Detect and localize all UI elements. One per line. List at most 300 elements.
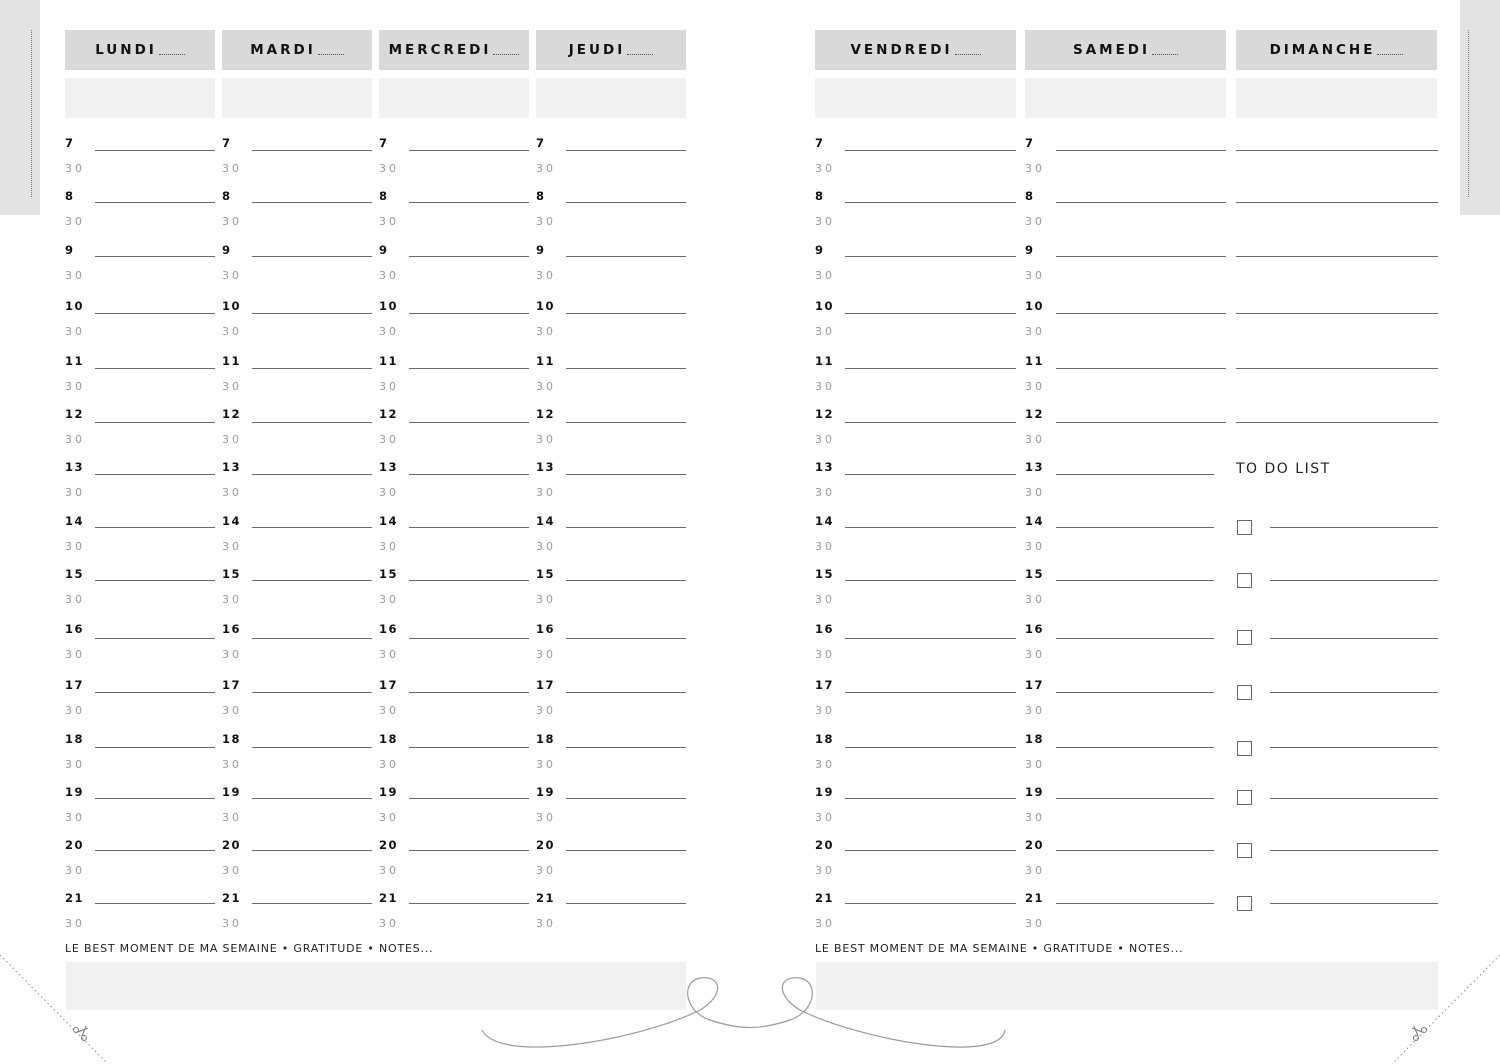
hour-write-line[interactable] [252,527,372,528]
hour-label: 12 [1025,407,1045,421]
hour-label: 17 [222,678,242,692]
hour-label: 15 [536,567,556,581]
hour-write-line[interactable] [566,474,686,475]
hour-label: 17 [65,678,85,692]
half-hour-label: 30 [1025,758,1045,771]
hour-write-line[interactable] [252,474,372,475]
hour-label: 17 [815,678,835,692]
hour-label: 9 [536,243,546,257]
hour-label: 13 [815,460,835,474]
hour-label: 9 [379,243,389,257]
hour-label: 7 [815,136,825,150]
half-hour-label: 30 [815,540,835,553]
date-blank[interactable] [955,54,981,55]
hour-label: 21 [815,891,835,905]
hour-write-line[interactable] [409,256,529,257]
half-hour-label: 30 [379,864,399,877]
half-hour-label: 30 [379,593,399,606]
hour-write-line[interactable] [566,747,686,748]
half-hour-label: 30 [536,864,556,877]
half-hour-label: 30 [1025,325,1045,338]
hour-write-line[interactable] [845,638,1016,639]
hour-write-line[interactable] [252,850,372,851]
hour-label: 8 [379,189,389,203]
half-hour-label: 30 [536,593,556,606]
hour-write-line[interactable] [409,692,529,693]
todo-checkbox[interactable] [1237,630,1252,645]
half-hour-label: 30 [536,540,556,553]
half-hour-label: 30 [1025,486,1045,499]
hour-label: 13 [1025,460,1045,474]
half-hour-label: 30 [1025,380,1045,393]
hour-label: 16 [65,622,85,636]
hour-write-line[interactable] [95,422,215,423]
todo-write-line[interactable] [1270,638,1438,639]
hour-label: 8 [65,189,75,203]
todo-checkbox[interactable] [1237,843,1252,858]
hour-write-line[interactable] [845,850,1016,851]
hour-label: 16 [222,622,242,636]
half-hour-label: 30 [1025,593,1045,606]
hour-label: 18 [65,732,85,746]
half-hour-label: 30 [222,380,242,393]
hour-write-line[interactable] [95,202,215,203]
hour-write-line[interactable] [566,256,686,257]
half-hour-label: 30 [379,758,399,771]
hour-write-line[interactable] [252,150,372,151]
hour-write-line[interactable] [1236,256,1438,257]
half-hour-label: 30 [65,593,85,606]
half-hour-label: 30 [65,162,85,175]
hour-label: 10 [1025,299,1045,313]
right-footer-label: LE BEST MOMENT DE MA SEMAINE • GRATITUDE • NOTES... [815,942,1184,955]
day-name: VENDREDI [850,42,953,58]
hour-label: 15 [65,567,85,581]
hour-label: 11 [65,354,85,368]
hour-label: 18 [536,732,556,746]
hour-label: 11 [815,354,835,368]
hour-label: 13 [222,460,242,474]
hour-write-line[interactable] [566,422,686,423]
hour-label: 11 [222,354,242,368]
hour-write-line[interactable] [409,202,529,203]
hour-label: 21 [222,891,242,905]
half-hour-label: 30 [815,215,835,228]
half-hour-label: 30 [536,758,556,771]
hour-write-line[interactable] [409,580,529,581]
hour-write-line[interactable] [95,368,215,369]
hour-write-line[interactable] [95,692,215,693]
hour-label: 18 [222,732,242,746]
hour-write-line[interactable] [95,798,215,799]
half-hour-label: 30 [65,269,85,282]
todo-checkbox[interactable] [1237,896,1252,911]
hour-write-line[interactable] [409,903,529,904]
hour-write-line[interactable] [1056,638,1214,639]
hour-label: 8 [536,189,546,203]
cut-lines [0,955,1500,1064]
half-hour-label: 30 [379,540,399,553]
hour-write-line[interactable] [1056,368,1226,369]
hour-label: 9 [1025,243,1035,257]
left-footer-label: LE BEST MOMENT DE MA SEMAINE • GRATITUDE • NOTES... [65,942,434,955]
half-hour-label: 30 [222,917,242,930]
half-hour-label: 30 [379,162,399,175]
hour-label: 16 [1025,622,1045,636]
half-hour-label: 30 [815,704,835,717]
hour-label: 11 [379,354,399,368]
hour-write-line[interactable] [252,368,372,369]
hour-write-line[interactable] [1056,202,1226,203]
hour-write-line[interactable] [1056,527,1214,528]
hour-label: 18 [815,732,835,746]
day-focus-box-mardi[interactable] [222,78,372,118]
swirl-ornament [482,978,1005,1047]
hour-write-line[interactable] [95,150,215,151]
hour-label: 20 [1025,838,1045,852]
date-blank[interactable] [318,54,344,55]
half-hour-label: 30 [65,811,85,824]
hour-label: 14 [1025,514,1045,528]
hour-write-line[interactable] [95,527,215,528]
todo-checkbox[interactable] [1237,520,1252,535]
hour-write-line[interactable] [1056,474,1214,475]
half-hour-label: 30 [815,380,835,393]
hour-label: 17 [379,678,399,692]
hour-write-line[interactable] [1056,580,1214,581]
todo-list-title: TO DO LIST [1236,461,1331,477]
hour-write-line[interactable] [566,527,686,528]
hour-label: 15 [1025,567,1045,581]
hour-label: 20 [65,838,85,852]
hour-label: 11 [536,354,556,368]
half-hour-label: 30 [222,269,242,282]
half-hour-label: 30 [536,811,556,824]
hour-write-line[interactable] [1236,422,1438,423]
hour-label: 10 [222,299,242,313]
date-blank[interactable] [627,54,653,55]
date-blank[interactable] [1152,54,1178,55]
hour-label: 9 [815,243,825,257]
hour-label: 16 [379,622,399,636]
hour-write-line[interactable] [566,798,686,799]
hour-write-line[interactable] [409,474,529,475]
hour-label: 7 [1025,136,1035,150]
hour-label: 16 [536,622,556,636]
hour-write-line[interactable] [566,150,686,151]
hour-write-line[interactable] [1056,798,1214,799]
hour-write-line[interactable] [845,256,1016,257]
half-hour-label: 30 [222,486,242,499]
hour-label: 21 [536,891,556,905]
hour-label: 7 [65,136,75,150]
hour-write-line[interactable] [252,313,372,314]
hour-write-line[interactable] [1056,422,1226,423]
half-hour-label: 30 [815,162,835,175]
day-focus-box-lundi[interactable] [65,78,215,118]
half-hour-label: 30 [65,917,85,930]
hour-write-line[interactable] [252,638,372,639]
hour-label: 19 [222,785,242,799]
half-hour-label: 30 [815,917,835,930]
day-name: SAMEDI [1072,42,1151,58]
half-hour-label: 30 [1025,540,1045,553]
half-hour-label: 30 [815,593,835,606]
hour-write-line[interactable] [1056,150,1226,151]
half-hour-label: 30 [65,648,85,661]
hour-label: 14 [379,514,399,528]
hour-label: 14 [815,514,835,528]
hour-label: 13 [379,460,399,474]
hour-label: 20 [536,838,556,852]
day-header-vendredi [815,30,1016,70]
hour-write-line[interactable] [845,798,1016,799]
hour-label: 14 [536,514,556,528]
half-hour-label: 30 [815,325,835,338]
hour-write-line[interactable] [845,422,1016,423]
half-hour-label: 30 [65,758,85,771]
todo-checkbox[interactable] [1237,741,1252,756]
hour-label: 16 [815,622,835,636]
hour-write-line[interactable] [1236,202,1438,203]
half-hour-label: 30 [222,540,242,553]
hour-label: 10 [536,299,556,313]
hour-write-line[interactable] [409,638,529,639]
hour-write-line[interactable] [845,527,1016,528]
todo-checkbox[interactable] [1237,790,1252,805]
todo-write-line[interactable] [1270,903,1438,904]
hour-label: 19 [815,785,835,799]
hour-label: 21 [65,891,85,905]
half-hour-label: 30 [536,380,556,393]
hour-label: 12 [379,407,399,421]
half-hour-label: 30 [222,704,242,717]
half-hour-label: 30 [222,215,242,228]
half-hour-label: 30 [536,433,556,446]
date-blank[interactable] [159,54,185,55]
hour-write-line[interactable] [1056,850,1214,851]
half-hour-label: 30 [379,917,399,930]
hour-label: 7 [379,136,389,150]
hour-write-line[interactable] [95,313,215,314]
hour-write-line[interactable] [95,580,215,581]
half-hour-label: 30 [222,433,242,446]
hour-write-line[interactable] [845,474,1016,475]
hour-label: 7 [222,136,232,150]
half-hour-label: 30 [222,593,242,606]
date-blank[interactable] [1377,54,1403,55]
day-header-mercredi [379,30,529,70]
half-hour-label: 30 [1025,811,1045,824]
hour-write-line[interactable] [1236,368,1438,369]
todo-write-line[interactable] [1270,580,1438,581]
hour-write-line[interactable] [566,850,686,851]
hour-write-line[interactable] [95,474,215,475]
hour-label: 13 [536,460,556,474]
day-name: DIMANCHE [1269,42,1376,58]
half-hour-label: 30 [379,648,399,661]
half-hour-label: 30 [1025,162,1045,175]
half-hour-label: 30 [536,215,556,228]
hour-write-line[interactable] [566,580,686,581]
hour-write-line[interactable] [1056,903,1214,904]
day-focus-box-vendredi[interactable] [815,78,1016,118]
half-hour-label: 30 [65,540,85,553]
half-hour-label: 30 [536,269,556,282]
hour-label: 15 [222,567,242,581]
half-hour-label: 30 [1025,704,1045,717]
hour-label: 14 [65,514,85,528]
half-hour-label: 30 [1025,215,1045,228]
half-hour-label: 30 [1025,269,1045,282]
hour-write-line[interactable] [95,638,215,639]
hour-write-line[interactable] [409,850,529,851]
hour-write-line[interactable] [409,368,529,369]
todo-write-line[interactable] [1270,692,1438,693]
half-hour-label: 30 [815,486,835,499]
hour-write-line[interactable] [845,692,1016,693]
half-hour-label: 30 [815,433,835,446]
day-focus-box-mercredi[interactable] [379,78,529,118]
day-name: JEUDI [568,42,626,58]
hour-label: 8 [222,189,232,203]
half-hour-label: 30 [222,325,242,338]
hour-label: 10 [65,299,85,313]
hour-write-line[interactable] [95,850,215,851]
half-hour-label: 30 [65,380,85,393]
half-hour-label: 30 [379,486,399,499]
half-hour-label: 30 [1025,864,1045,877]
hour-write-line[interactable] [252,256,372,257]
hour-write-line[interactable] [252,580,372,581]
half-hour-label: 30 [536,325,556,338]
half-hour-label: 30 [379,380,399,393]
hour-write-line[interactable] [252,422,372,423]
hour-label: 7 [536,136,546,150]
hour-label: 19 [1025,785,1045,799]
day-header-mardi [222,30,372,70]
hour-write-line[interactable] [1056,747,1214,748]
hour-write-line[interactable] [252,798,372,799]
hour-write-line[interactable] [1056,692,1214,693]
hour-write-line[interactable] [845,903,1016,904]
hour-write-line[interactable] [409,150,529,151]
todo-checkbox[interactable] [1237,685,1252,700]
half-hour-label: 30 [1025,917,1045,930]
hour-write-line[interactable] [1236,313,1438,314]
hour-write-line[interactable] [566,903,686,904]
date-blank[interactable] [493,54,519,55]
hour-label: 12 [536,407,556,421]
hour-write-line[interactable] [566,313,686,314]
day-name: MARDI [250,42,316,58]
hour-write-line[interactable] [95,747,215,748]
hour-write-line[interactable] [409,798,529,799]
hour-write-line[interactable] [566,368,686,369]
scissors-icon [1412,1026,1427,1041]
hour-write-line[interactable] [566,202,686,203]
day-name: MERCREDI [388,42,492,58]
hour-write-line[interactable] [252,202,372,203]
hour-write-line[interactable] [1056,313,1226,314]
half-hour-label: 30 [65,704,85,717]
hour-label: 17 [1025,678,1045,692]
hour-write-line[interactable] [1056,256,1226,257]
day-header-jeudi [536,30,686,70]
hour-label: 12 [65,407,85,421]
half-hour-label: 30 [815,758,835,771]
hour-label: 15 [815,567,835,581]
day-focus-box-jeudi[interactable] [536,78,686,118]
half-hour-label: 30 [65,864,85,877]
hour-label: 19 [379,785,399,799]
day-focus-box-dimanche[interactable] [1236,78,1437,118]
hour-write-line[interactable] [252,903,372,904]
hour-label: 17 [536,678,556,692]
hour-label: 12 [222,407,242,421]
hour-label: 8 [1025,189,1035,203]
day-name: LUNDI [95,42,157,58]
half-hour-label: 30 [536,162,556,175]
hour-write-line[interactable] [95,903,215,904]
hour-write-line[interactable] [845,368,1016,369]
half-hour-label: 30 [379,704,399,717]
hour-label: 21 [379,891,399,905]
todo-write-line[interactable] [1270,527,1438,528]
half-hour-label: 30 [379,215,399,228]
day-header-samedi [1025,30,1226,70]
hour-write-line[interactable] [845,580,1016,581]
hour-label: 10 [815,299,835,313]
hour-label: 19 [536,785,556,799]
hour-write-line[interactable] [95,256,215,257]
hour-write-line[interactable] [409,422,529,423]
day-focus-box-samedi[interactable] [1025,78,1226,118]
half-hour-label: 30 [536,486,556,499]
hour-write-line[interactable] [409,313,529,314]
todo-write-line[interactable] [1270,747,1438,748]
hour-label: 20 [379,838,399,852]
half-hour-label: 30 [222,811,242,824]
hour-label: 13 [65,460,85,474]
half-hour-label: 30 [815,864,835,877]
todo-write-line[interactable] [1270,798,1438,799]
hour-write-line[interactable] [566,638,686,639]
hour-write-line[interactable] [1236,150,1438,151]
half-hour-label: 30 [65,215,85,228]
hour-write-line[interactable] [845,313,1016,314]
todo-checkbox[interactable] [1237,573,1252,588]
hour-label: 15 [379,567,399,581]
half-hour-label: 30 [815,648,835,661]
hour-label: 21 [1025,891,1045,905]
half-hour-label: 30 [65,433,85,446]
hour-label: 19 [65,785,85,799]
hour-write-line[interactable] [845,150,1016,151]
half-hour-label: 30 [65,486,85,499]
todo-write-line[interactable] [1270,850,1438,851]
hour-write-line[interactable] [409,747,529,748]
hour-label: 18 [379,732,399,746]
hour-write-line[interactable] [845,202,1016,203]
hour-write-line[interactable] [409,527,529,528]
hour-write-line[interactable] [252,692,372,693]
hour-write-line[interactable] [566,692,686,693]
hour-write-line[interactable] [845,747,1016,748]
day-header-dimanche [1236,30,1437,70]
hour-label: 9 [65,243,75,257]
hour-write-line[interactable] [252,747,372,748]
